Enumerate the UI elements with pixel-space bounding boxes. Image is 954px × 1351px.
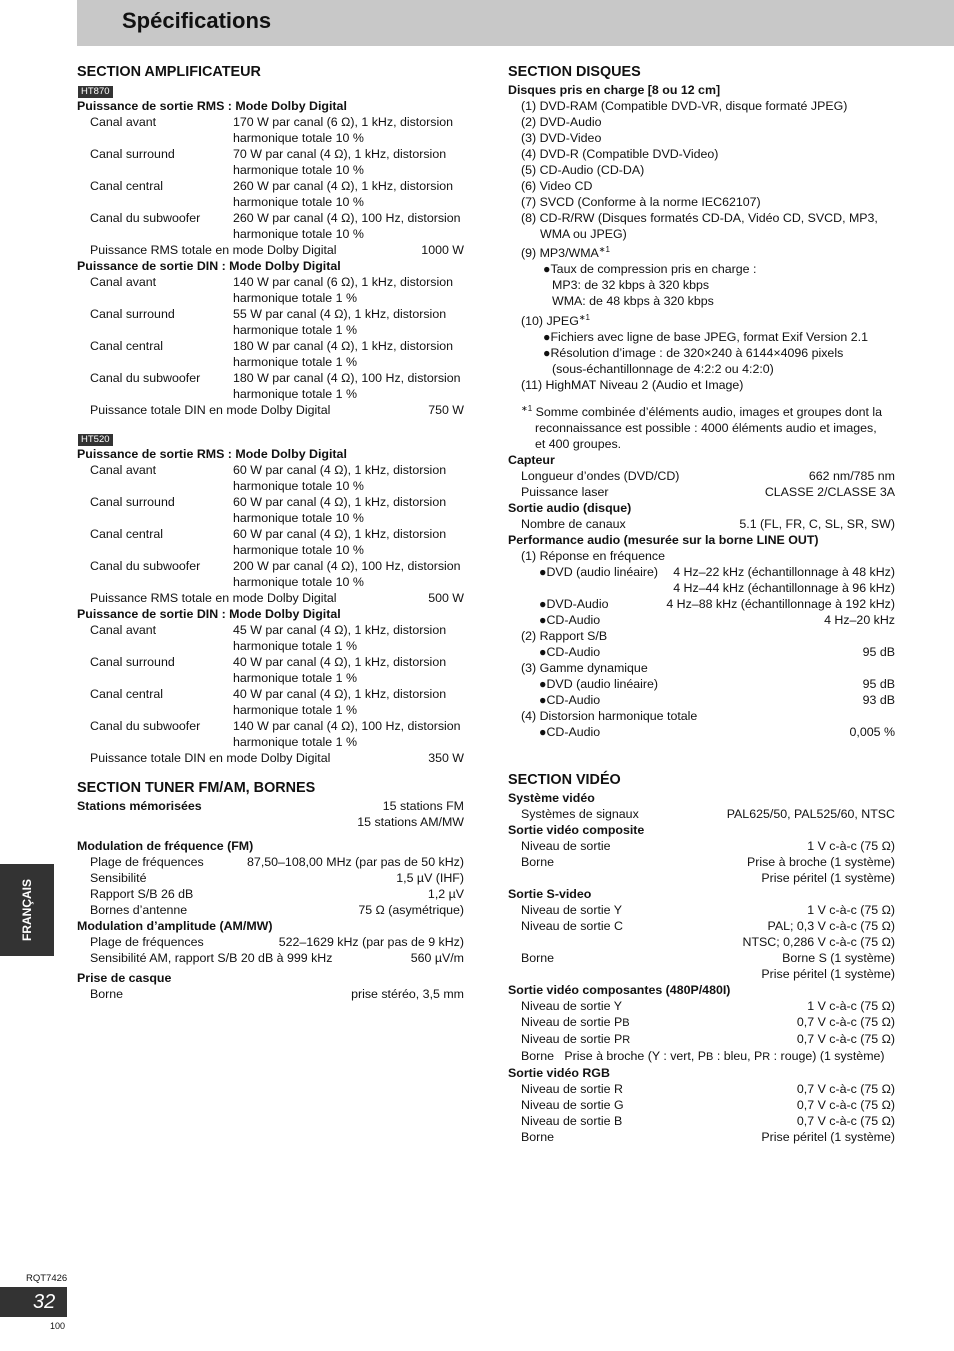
spec-value: 55 W par canal (4 Ω), 1 kHz, distorsion harmonique totale 1 % (233, 307, 447, 337)
spec-row (508, 1081, 895, 1097)
sortie-audio-heading: Sortie audio (disque) (508, 501, 632, 516)
spec-value: 662 nm/785 nm (808, 469, 895, 484)
jpeg-item: (10) $JPEG^{∗1}$ (521, 313, 590, 329)
spec-row (77, 654, 464, 686)
disc-heading: SECTION DISQUES (508, 64, 641, 80)
resp-cd-row: ●CD-Audio 4 Hz–20 kHz (539, 613, 895, 628)
spec-row (77, 274, 464, 306)
list-item: (7) SVCD (Conforme à la norme IEC62107) (521, 195, 761, 209)
footnote: $^{∗1}$ Somme combinée d’éléments audio, images et groupes dont la reconnaissance est possible : 4000 éléments audio et images, et 400 groupes. (521, 404, 883, 452)
perf-heading: Performance audio (mesurée sur la borne LINE OUT) (508, 533, 819, 548)
spec-value: 87,50–108,00 MHz (par pas de 50 kHz) (247, 855, 464, 869)
spec-label: Niveau de sortie B (521, 1114, 623, 1129)
spec-row (77, 338, 464, 370)
list-item: (3) DVD-Video (521, 131, 602, 145)
spec-value: 140 W par canal (6 Ω), 1 kHz, distorsion harmonique totale 1 % (233, 275, 453, 305)
spec-row (77, 886, 464, 902)
spec-value: 0,7 V c-à-c (75 Ω) (796, 1082, 895, 1097)
spec-value: 522–1629 kHz (par pas de 9 kHz) (278, 935, 464, 949)
list-item: (4) DVD-R (Compatible DVD-Video) (521, 147, 719, 161)
page-title: Spécifications (122, 8, 272, 33)
sys-heading: Système vidéo (508, 791, 595, 806)
spec-label: Canal avant (90, 275, 157, 289)
disc-list (508, 98, 895, 242)
stations-row: Stations mémorisées 15 stations FM (77, 799, 464, 813)
spec-value: Prise péritel (1 système) (761, 1130, 895, 1145)
list-item: (5) CD-Audio (CD-DA) (521, 163, 645, 177)
resp-dvd-row: ●DVD (audio linéaire) 4 Hz–22 kHz (échantillonnage à 48 kHz) (539, 565, 895, 580)
spec-row (77, 114, 464, 146)
spec-label: Canal central (90, 339, 164, 353)
page-sub-number: 100 (50, 1321, 66, 1331)
spec-row (508, 1129, 895, 1145)
ht520-din-heading: Puissance de sortie DIN : Mode Dolby Digital (77, 607, 341, 621)
ht870-din-list (77, 274, 464, 402)
rgb-list (508, 1081, 895, 1145)
ht520-din-list (77, 622, 464, 750)
ht870-din-total: Puissance totale DIN en mode Dolby Digital 750 W (90, 403, 464, 417)
spec-value: 1,5 µV (IHF) (396, 871, 464, 885)
resp-dvda-row: ●DVD-Audio 4 Hz–88 kHz (échantillonnage à 192 kHz) (539, 597, 895, 612)
cmp-y-row: Niveau de sortie Y 1 V c-à-c (75 Ω) (521, 999, 895, 1014)
spec-label: Canal avant (90, 115, 157, 129)
fm-list (77, 854, 464, 918)
model-code: RQT7426 (26, 1273, 68, 1284)
jpeg-bullet-2b: (sous-échantillonnage de 4:2:2 ou 4:2:0) (552, 362, 774, 377)
disc-subheading: Disques pris en charge [8 ou 12 cm] (508, 83, 721, 97)
spec-value: 0,7 V c-à-c (75 Ω) (796, 1098, 895, 1113)
comp-heading: Sortie vidéo composite (508, 823, 645, 838)
jpeg-bullet-1: ●Fichiers avec ligne de base JPEG, format Exif Version 2.1 (543, 330, 868, 345)
canaux-row: Nombre de canaux 5.1 (FL, FR, C, SL, SR, SW) (521, 517, 895, 532)
spec-row (77, 462, 464, 494)
spec-label: Borne (521, 1130, 555, 1145)
spec-value: 560 µV/m (410, 951, 464, 965)
title-bar (77, 0, 954, 46)
spec-label: Canal avant (90, 463, 157, 477)
spec-row (77, 558, 464, 590)
spec-value: 180 W par canal (4 Ω), 100 Hz, distorsion harmonique totale 1 % (233, 371, 461, 401)
spec-label: Canal surround (90, 307, 175, 321)
spec-row (77, 494, 464, 526)
spec-label: Canal du subwoofer (90, 371, 201, 385)
spec-row (77, 210, 464, 242)
sv-c-row-2: NTSC; 0,286 V c-à-c (75 Ω) (742, 935, 895, 950)
wma-rate: WMA: de 48 kbps à 320 kbps (552, 294, 714, 309)
ht520-rms-total: Puissance RMS totale en mode Dolby Digital 500 W (90, 591, 464, 605)
comp-borne-row-2: Prise péritel (1 système) (761, 871, 895, 886)
am-heading: Modulation d’amplitude (AM/MW) (77, 919, 273, 933)
ht520-rms-heading: Puissance de sortie RMS : Mode Dolby Digital (77, 447, 347, 461)
mp3-item: (9) $MP3/WMA^{∗1}$ (521, 245, 610, 261)
casque-row: Borne prise stéréo, 3,5 mm (90, 987, 464, 1001)
fm-heading: Modulation de fréquence (FM) (77, 839, 254, 853)
left-column (77, 62, 464, 1002)
spec-value: 45 W par canal (4 Ω), 1 kHz, distorsion harmonique totale 1 % (233, 623, 447, 653)
spec-label: Sensibilité AM, rapport S/B 20 dB à 999 kHz (90, 951, 333, 965)
spec-label: Canal central (90, 687, 164, 701)
sv-y-row: Niveau de sortie Y 1 V c-à-c (75 Ω) (521, 903, 895, 918)
tuner-heading: SECTION TUNER FM/AM, BORNES (77, 780, 316, 796)
spec-label: Plage de fréquences (90, 935, 204, 949)
mp3-rate: MP3: de 32 kbps à 320 kbps (552, 278, 710, 293)
spec-row (508, 468, 895, 484)
ht870-din-heading: Puissance de sortie DIN : Mode Dolby Digital (77, 259, 341, 273)
cmp-pr-row: Niveau de sortie PR 0,7 V c-à-c (75 Ω) (521, 1032, 895, 1047)
spec-label: Canal surround (90, 655, 175, 669)
spec-row (77, 686, 464, 718)
spec-value: 200 W par canal (4 Ω), 100 Hz, distorsion harmonique totale 10 % (233, 559, 461, 589)
list-item: (2) DVD-Audio (521, 115, 602, 129)
spec-row (77, 146, 464, 178)
spec-row (77, 934, 464, 950)
cmp-borne-row: Borne Prise à broche (Y : vert, PB : bleu, PR : rouge) (1 système) (521, 1049, 885, 1064)
spec-row (508, 484, 895, 500)
spec-value: 60 W par canal (4 Ω), 1 kHz, distorsion harmonique totale 10 % (233, 495, 447, 525)
stations-am: 15 stations AM/MW (357, 815, 464, 829)
spec-value: 60 W par canal (4 Ω), 1 kHz, distorsion harmonique totale 10 % (233, 463, 447, 493)
spec-label: Canal surround (90, 495, 175, 509)
comp-niv-row: Niveau de sortie 1 V c-à-c (75 Ω) (521, 839, 895, 854)
spec-row (77, 370, 464, 402)
spec-label: Canal central (90, 179, 164, 193)
spec-label: Bornes d’antenne (90, 903, 188, 917)
spec-value: 260 W par canal (4 Ω), 1 kHz, distorsion harmonique totale 10 % (233, 179, 453, 209)
language-label: FRANÇAIS (20, 879, 34, 941)
spec-label: Plage de fréquences (90, 855, 204, 869)
sv-heading: Sortie S-video (508, 887, 592, 902)
dyn-cd-row: ●CD-Audio 93 dB (539, 693, 895, 708)
spec-row (77, 718, 464, 750)
resp-heading: (1) Réponse en fréquence (521, 549, 665, 564)
spec-row (77, 526, 464, 558)
casque-heading: Prise de casque (77, 971, 172, 985)
spec-label: Canal surround (90, 147, 175, 161)
spec-label: Longueur d’ondes (DVD/CD) (521, 469, 680, 484)
spec-value: 1,2 µV (427, 887, 464, 901)
video-heading: SECTION VIDÉO (508, 772, 621, 789)
spec-value: 40 W par canal (4 Ω), 1 kHz, distorsion harmonique totale 1 % (233, 655, 447, 685)
spec-row (77, 306, 464, 338)
amp-heading: SECTION AMPLIFICATEUR (77, 64, 261, 80)
spec-value: 70 W par canal (4 Ω), 1 kHz, distorsion harmonique totale 10 % (233, 147, 447, 177)
cmp-pb-row: Niveau de sortie PB 0,7 V c-à-c (75 Ω) (521, 1015, 895, 1030)
thd-cd-row: ●CD-Audio 0,005 % (539, 725, 895, 740)
resp-dvd-row-2: 4 Hz–44 kHz (échantillonnage à 96 kHz) (673, 581, 895, 596)
ht520-din-total: Puissance totale DIN en mode Dolby Digital 350 W (90, 751, 464, 765)
list-item: WMA ou JPEG) (540, 227, 627, 241)
spec-label: Canal central (90, 527, 164, 541)
spec-label: Puissance laser (521, 485, 609, 500)
spec-row (508, 1097, 895, 1113)
spec-value: 75 Ω (asymétrique) (358, 903, 464, 917)
sb-cd-row: ●CD-Audio 95 dB (539, 645, 895, 660)
spec-label: Canal du subwoofer (90, 211, 201, 225)
model-badge-ht520: HT520 (78, 434, 113, 446)
cmp-heading: Sortie vidéo composantes (480P/480I) (508, 983, 731, 998)
sv-borne-row: Borne Borne S (1 système) (521, 951, 895, 966)
list-item: (1) DVD-RAM (Compatible DVD-VR, disque formaté JPEG) (521, 99, 848, 113)
model-badge-ht870: HT870 (78, 86, 113, 98)
spec-label: Canal du subwoofer (90, 719, 201, 733)
ht870-rms-heading: Puissance de sortie RMS : Mode Dolby Digital (77, 99, 347, 113)
spec-row (77, 870, 464, 886)
spec-row (77, 950, 464, 966)
spec-value: 260 W par canal (4 Ω), 100 Hz, distorsion harmonique totale 10 % (233, 211, 461, 241)
jpeg-bullet-2: ●Résolution d’image : de 320×240 à 6144×4096 pixels (543, 346, 844, 361)
sv-c-row: Niveau de sortie C PAL; 0,3 V c-à-c (75 Ω) (521, 919, 895, 934)
am-list (77, 934, 464, 966)
capteur-list (508, 468, 895, 500)
spec-row (77, 622, 464, 654)
spec-value: 0,7 V c-à-c (75 Ω) (796, 1114, 895, 1129)
highmat-item: (11) HighMAT Niveau 2 (Audio et Image) (521, 378, 744, 393)
spec-value: 170 W par canal (6 Ω), 1 kHz, distorsion harmonique totale 10 % (233, 115, 453, 145)
right-column (508, 62, 895, 1145)
spec-label: Canal avant (90, 623, 157, 637)
thd-heading: (4) Distorsion harmonique totale (521, 709, 698, 724)
spec-value: 180 W par canal (4 Ω), 1 kHz, distorsion harmonique totale 1 % (233, 339, 453, 369)
spec-value: 140 W par canal (4 Ω), 100 Hz, distorsion harmonique totale 1 % (233, 719, 461, 749)
sys-row: Systèmes de signaux PAL625/50, PAL525/60, NTSC (521, 807, 895, 822)
spec-value: 40 W par canal (4 Ω), 1 kHz, distorsion harmonique totale 1 % (233, 687, 447, 717)
dyn-heading: (3) Gamme dynamique (521, 661, 648, 676)
spec-label: Rapport S/B 26 dB (90, 887, 194, 901)
ht870-rms-total: Puissance RMS totale en mode Dolby Digital 1000 W (90, 243, 464, 257)
page-number: 32 (0, 1287, 67, 1317)
spec-label: Niveau de sortie R (521, 1082, 623, 1097)
spec-row (77, 902, 464, 918)
spec-label: Niveau de sortie G (521, 1098, 624, 1113)
sv-borne-row-2: Prise péritel (1 système) (761, 967, 895, 982)
spec-label: Canal du subwoofer (90, 559, 201, 573)
dyn-dvd-row: ●DVD (audio linéaire) 95 dB (539, 677, 895, 692)
mp3-bullet: ●Taux de compression pris en charge : (543, 262, 757, 277)
rgb-heading: Sortie vidéo RGB (508, 1066, 610, 1081)
spec-label: Sensibilité (90, 871, 147, 885)
capteur-heading: Capteur (508, 453, 555, 468)
comp-borne-row: Borne Prise à broche (1 système) (521, 855, 895, 870)
list-item: (6) Video CD (521, 179, 593, 193)
spec-row (77, 178, 464, 210)
spec-row (508, 1113, 895, 1129)
list-item: (8) CD-R/RW (Disques formatés CD-DA, Vidéo CD, SVCD, MP3, (521, 211, 878, 225)
ht520-rms-list (77, 462, 464, 590)
spec-row (77, 854, 464, 870)
ht870-rms-list (77, 114, 464, 242)
spec-value: 60 W par canal (4 Ω), 1 kHz, distorsion harmonique totale 10 % (233, 527, 447, 557)
spec-value: CLASSE 2/CLASSE 3A (764, 485, 895, 500)
sb-heading: (2) Rapport S/B (521, 629, 608, 644)
language-tab (0, 864, 54, 956)
